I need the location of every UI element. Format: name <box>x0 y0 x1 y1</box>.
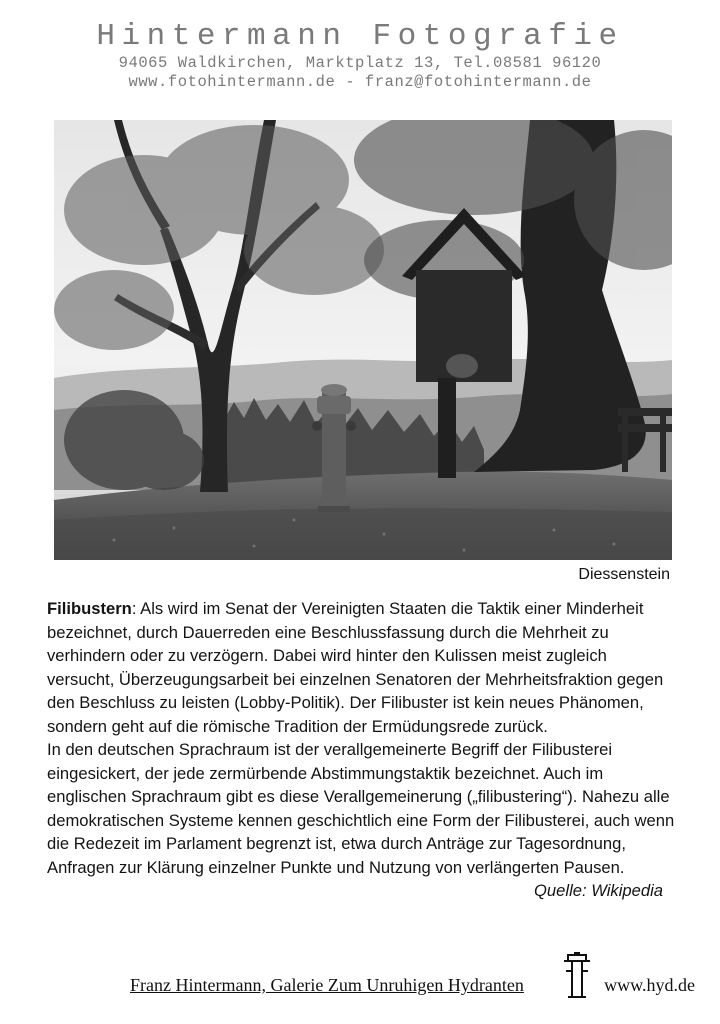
footer <box>130 951 695 1001</box>
photo-artwork <box>54 120 672 560</box>
studio-contact: www.fotohintermann.de - franz@fotohintermann.de <box>128 73 592 91</box>
article-paragraph-2 <box>47 738 677 900</box>
source-credit: Quelle: Wikipedia <box>534 881 663 900</box>
article-term: Filibustern <box>47 599 132 618</box>
studio-name: Hintermann Fotografie <box>96 19 624 54</box>
hydrant-icon <box>560 951 594 999</box>
studio-address: 94065 Waldkirchen, Marktplatz 13, Tel.08581 96120 <box>118 54 602 72</box>
article-paragraph-1 <box>47 597 677 738</box>
photograph <box>54 120 672 560</box>
article-intro: : Als wird im Senat der Vereinigten Staaten die Taktik einer Minderheit bezeichnet, durch Dauerreden eine Beschlussfassung durch die Mehrheit zu verhindern oder zu verzögern. Dabei wird hinter den Kulissen meist zugleich versucht, Überzeugungsarbeit bei einzelnen Senatoren der Mehrheitsfraktion gegen den Beschluss zu leisten (Lobby-Politik). Der Filibuster ist kein neues Phänomen, sondern geht auf die römische Tradition der Ermüdungsrede zurück. <box>47 599 664 736</box>
gallery-name <box>130 975 524 996</box>
article-text <box>47 597 677 903</box>
article-body: In den deutschen Sprachraum ist der verallgemeinerte Begriff der Filibusterei eingesickert, der jede zermürbende Abstimmungstaktik bezeichnet. Auch im englischen Sprachraum gibt es diese Verallgemeinerung („filibustering“). Nahezu alle demokratischen Systeme kennen geschichtlich eine Form der Filibusterei, auch wenn die Redezeit im Parlament begrenzt ist, etwa durch Anträge zur Tagesordnung, Anfragen zur Klärung einzelner Punkte und Nutzung von verlängerten Pausen. <box>47 740 675 877</box>
gallery-link-text: Franz Hintermann, Galerie Zum Unruhigen Hydranten <box>130 975 524 995</box>
letterhead <box>0 20 720 92</box>
photo-caption: Diessenstein <box>578 566 670 583</box>
website-link[interactable]: www.hyd.de <box>604 975 695 995</box>
